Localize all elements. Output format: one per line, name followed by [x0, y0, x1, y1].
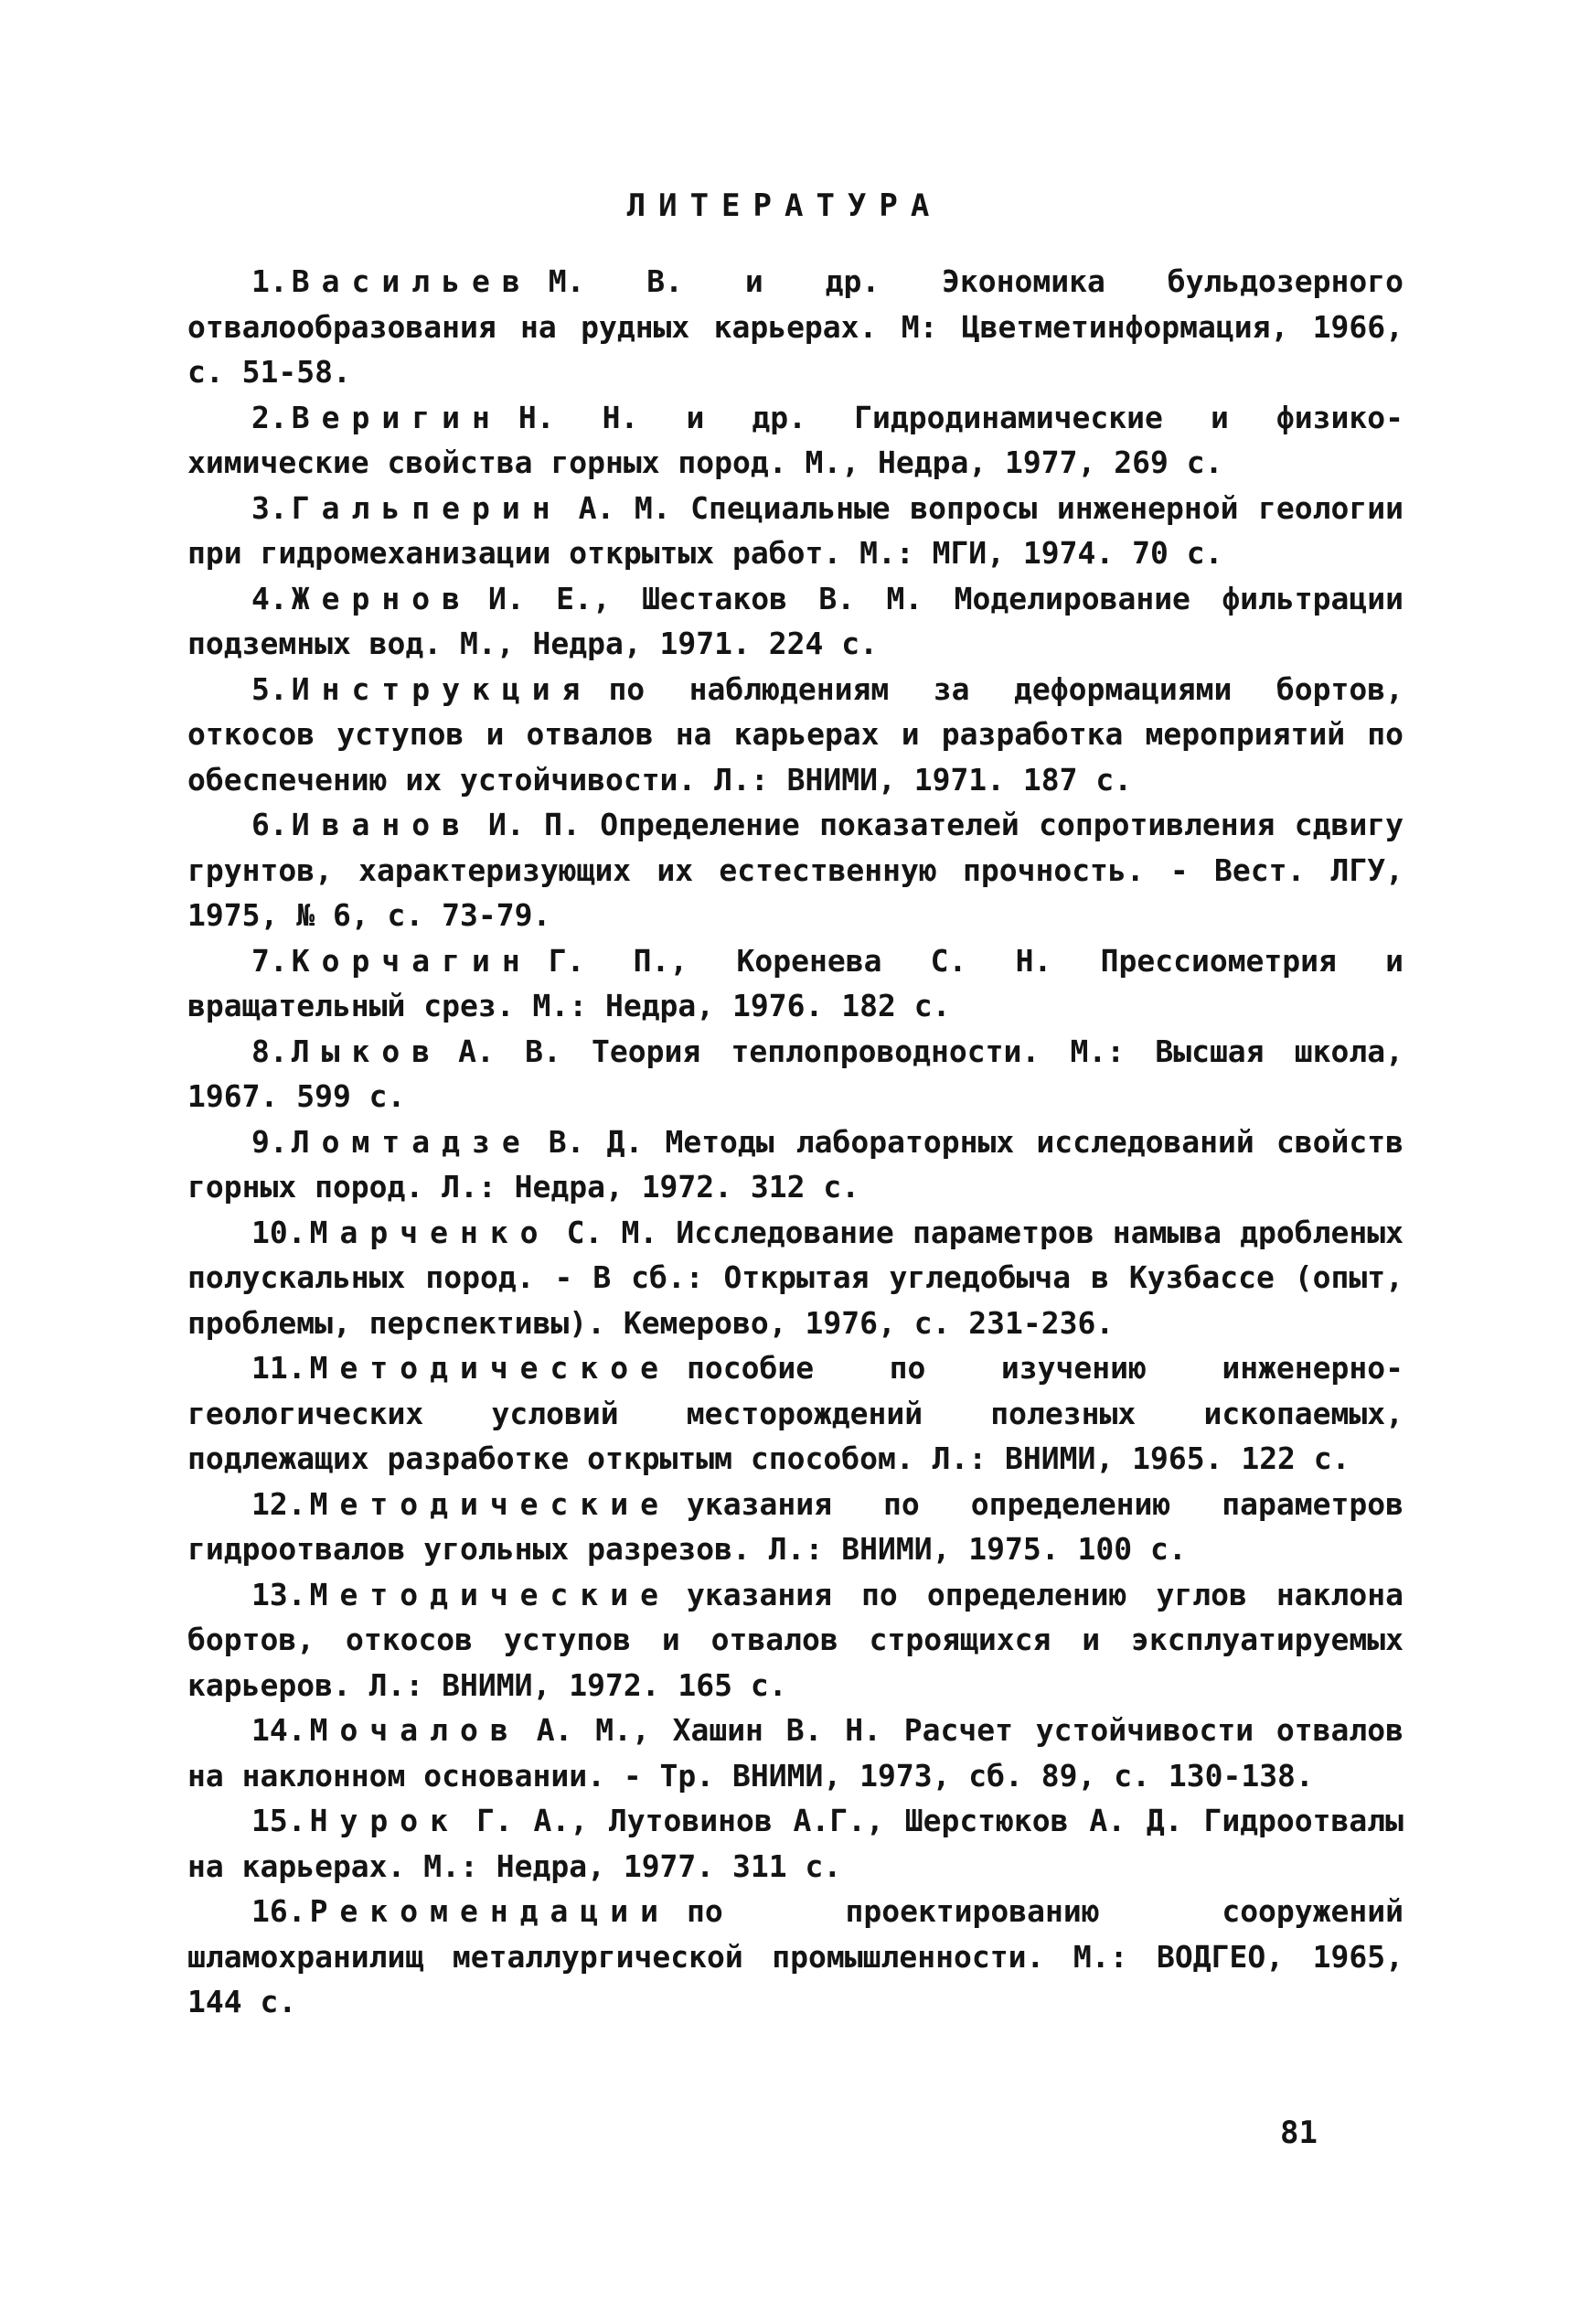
reference-number: 13. [251, 1576, 306, 1612]
reference-author: Методическое [309, 1350, 671, 1386]
reference-text: А. В. Теория теплопроводности. М.: Высшая школа, 1967. 599 с. [187, 1033, 1404, 1114]
reference-number: 2. [251, 399, 288, 435]
reference-author: Ломтадзе [291, 1123, 532, 1160]
reference-text: И. П. Определение показателей сопротивления сдвигу грунтов, характеризующих их естественную прочность. - Вест. ЛГУ, 1975, № 6, с. 73-79. [187, 807, 1404, 933]
reference-text: С. М. Исследование параметров намыва дробленых полускальных пород. - В сб.: Открытая угледобыча в Кузбассе (опыт, проблемы, перспективы). Кемерово, 1976, с. 231-236. [187, 1214, 1404, 1341]
reference-item [187, 1798, 1404, 1889]
reference-number: 15. [251, 1803, 306, 1838]
reference-author: Мочалов [309, 1712, 520, 1748]
reference-item [187, 1572, 1404, 1708]
reference-number: 10. [251, 1214, 306, 1250]
reference-item [187, 486, 1404, 576]
reference-number: 11. [251, 1350, 306, 1386]
reference-number: 7. [251, 942, 288, 979]
reference-text: Н. Н. и др. Гидродинамические и физико-химические свойства горных пород. М., Недра, 1977, 269 с. [187, 399, 1404, 480]
reference-item [187, 1345, 1404, 1482]
reference-author: Методические [309, 1576, 671, 1612]
reference-author: Жернов [291, 580, 472, 616]
reference-item [187, 667, 1404, 803]
reference-number: 8. [251, 1033, 288, 1069]
reference-item [187, 1210, 1404, 1346]
reference-author: Васильев [291, 263, 532, 299]
reference-item [187, 1482, 1404, 1572]
reference-number: 9. [251, 1123, 288, 1160]
page-title: ЛИТЕРАТУРА [626, 187, 943, 224]
reference-text: по проектированию сооружений шламохранилищ металлургической промышленности. М.: ВОДГЕО, 1965, 144 с. [187, 1893, 1404, 2019]
reference-item [187, 802, 1404, 938]
reference-text: указания по определению углов наклона бортов, откосов уступов и отвалов строящихся и эксплуатируемых карьеров. Л.: ВНИМИ, 1972. 165 с. [187, 1576, 1404, 1703]
reference-text: пособие по изучению инженерно-геологических условий месторождений полезных ископаемых, подлежащих разработке открытым способом. Л.: ВНИМИ, 1965. 122 с. [187, 1350, 1404, 1476]
reference-author: Лыков [291, 1033, 443, 1069]
reference-author: Гальперин [291, 489, 562, 526]
reference-text: М. В. и др. Экономика бульдозерного отвалообразования на рудных карьерах. М: Цветметинформация, 1966, с. 51-58. [187, 263, 1404, 390]
page-number: 81 [1280, 2115, 1318, 2151]
reference-number: 14. [251, 1712, 306, 1748]
reference-author: Иванов [291, 807, 472, 842]
reference-text: А. М., Хашин В. Н. Расчет устойчивости отвалов на наклонном основании. - Тр. ВНИМИ, 1973, сб. 89, с. 130-138. [187, 1712, 1404, 1794]
reference-author: Инструкция [291, 670, 592, 707]
reference-item [187, 576, 1404, 667]
reference-number: 1. [251, 263, 288, 299]
reference-text: И. Е., Шестаков В. М. Моделирование фильтрации подземных вод. М., Недра, 1971. 224 с. [187, 580, 1404, 661]
reference-number: 4. [251, 580, 288, 616]
reference-text: Г. П., Коренева С. Н. Прессиометрия и вращательный срез. М.: Недра, 1976. 182 с. [187, 942, 1404, 1023]
reference-item [187, 1708, 1404, 1798]
reference-item [187, 259, 1404, 395]
reference-author: Рекомендации [309, 1893, 671, 1929]
reference-item [187, 1889, 1404, 2025]
reference-number: 6. [251, 807, 288, 842]
reference-text: Г. А., Лутовинов А.Г., Шерстюков А. Д. Гидроотвалы на карьерах. М.: Недра, 1977. 311 с. [187, 1803, 1404, 1884]
reference-text: по наблюдениям за деформациями бортов, откосов уступов и отвалов на карьерах и разработка мероприятий по обеспечению их устойчивости. Л.: ВНИМИ, 1971. 187 с. [187, 670, 1404, 798]
reference-item [187, 1029, 1404, 1119]
reference-author: Методические [309, 1485, 671, 1522]
reference-number: 3. [251, 489, 288, 526]
reference-author: Веригин [291, 399, 502, 435]
reference-list [187, 259, 1404, 2025]
reference-text: А. М. Специальные вопросы инженерной геологии при гидромеханизации открытых работ. М.: МГИ, 1974. 70 с. [187, 489, 1404, 571]
reference-number: 12. [251, 1485, 306, 1522]
reference-author: Нурок [309, 1803, 460, 1838]
reference-text: указания по определению параметров гидроотвалов угольных разрезов. Л.: ВНИМИ, 1975. 100 с. [187, 1485, 1404, 1567]
reference-author: Марченко [309, 1214, 550, 1250]
reference-text: В. Д. Методы лабораторных исследований свойств горных пород. Л.: Недра, 1972. 312 с. [187, 1123, 1404, 1205]
reference-number: 16. [251, 1893, 306, 1929]
reference-item [187, 938, 1404, 1029]
reference-number: 5. [251, 670, 288, 707]
reference-item [187, 1119, 1404, 1210]
reference-item [187, 395, 1404, 486]
reference-author: Корчагин [291, 942, 532, 979]
